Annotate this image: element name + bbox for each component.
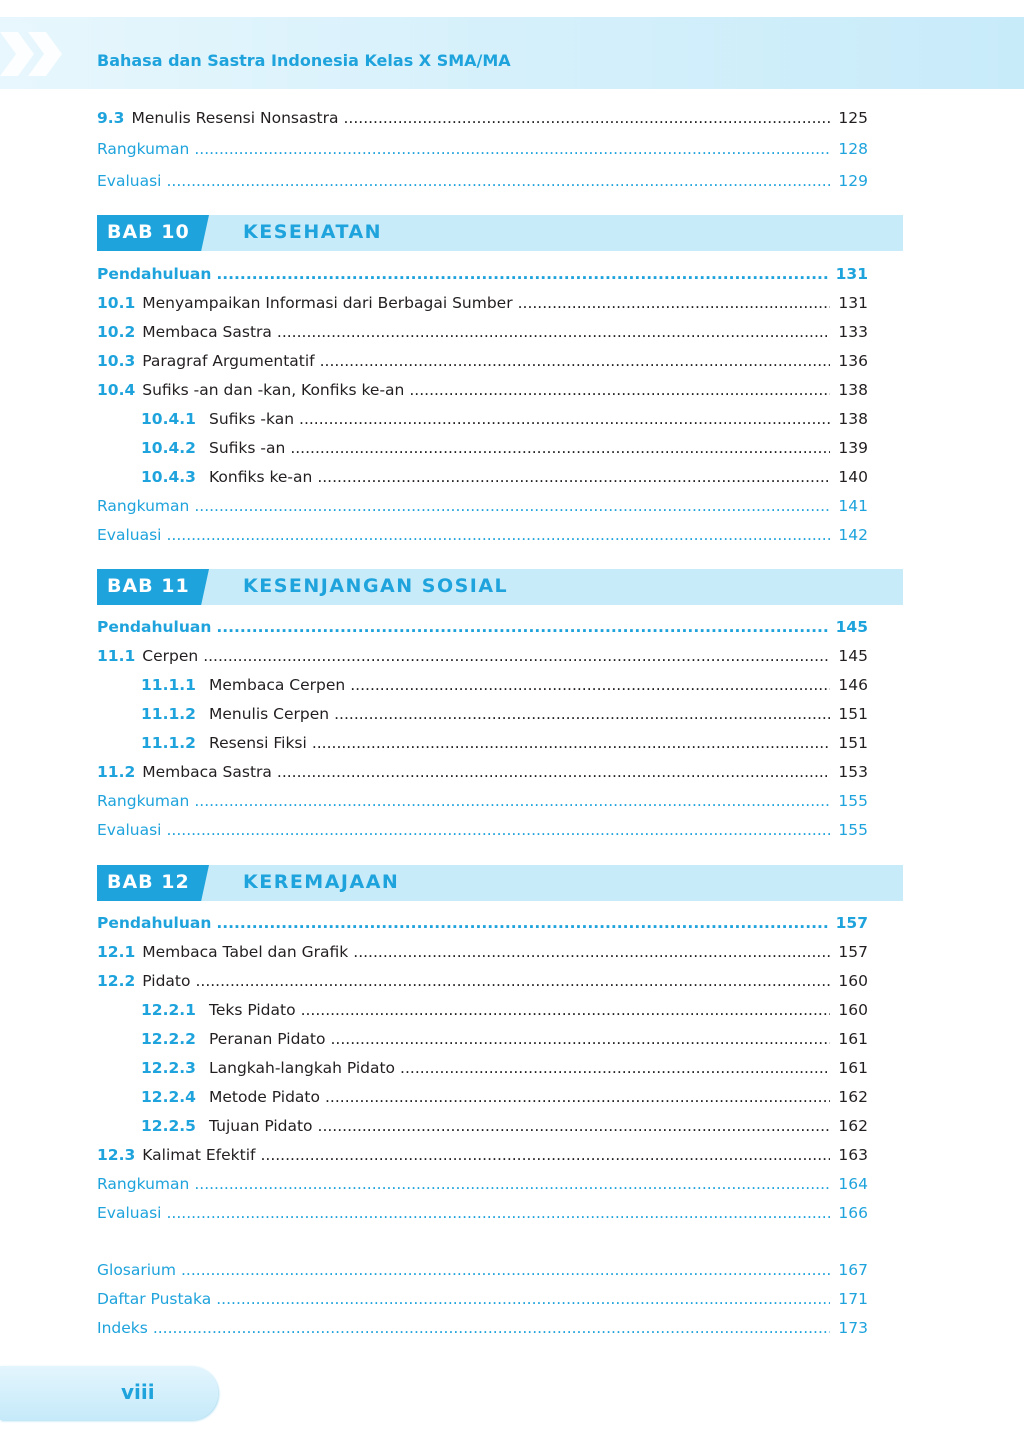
chapter-label: BAB 12 bbox=[107, 871, 190, 893]
toc-entry-evaluasi[interactable] bbox=[97, 521, 868, 545]
entry-title: Pidato bbox=[142, 972, 191, 990]
toc-entry[interactable] bbox=[97, 289, 868, 313]
toc-entry-daftar-pustaka[interactable] bbox=[97, 1285, 868, 1309]
subsection-number: 12.2.1 bbox=[141, 1001, 196, 1019]
dot-leader bbox=[181, 1260, 830, 1280]
dot-leader bbox=[195, 971, 830, 991]
section-number: 11.2 bbox=[97, 763, 136, 781]
toc-entry[interactable] bbox=[97, 376, 868, 400]
toc-entry-pendahuluan[interactable] bbox=[97, 260, 868, 284]
toc-entry-pendahuluan[interactable] bbox=[97, 613, 868, 637]
toc-entry[interactable] bbox=[97, 318, 868, 342]
toc-subentry[interactable] bbox=[141, 463, 868, 487]
page-number: 163 bbox=[838, 1146, 868, 1164]
page-number: 167 bbox=[838, 1261, 868, 1279]
page-number: 141 bbox=[838, 497, 868, 515]
page-number: 173 bbox=[838, 1319, 868, 1337]
chapter-heading-bab10[interactable] bbox=[97, 215, 903, 251]
page-number: 155 bbox=[838, 792, 868, 810]
dot-leader bbox=[400, 1058, 830, 1078]
toc-entry[interactable] bbox=[97, 642, 868, 666]
page-number: 164 bbox=[838, 1175, 868, 1193]
page-number: 129 bbox=[838, 172, 868, 190]
dot-leader bbox=[320, 351, 830, 371]
page-number: 162 bbox=[838, 1117, 868, 1135]
page-number: 131 bbox=[838, 294, 868, 312]
dot-leader bbox=[194, 791, 830, 811]
dot-leader bbox=[518, 293, 830, 313]
page-number: 128 bbox=[838, 140, 868, 158]
entry-title: Pendahuluan bbox=[97, 914, 212, 932]
chapter-title: KESEHATAN bbox=[243, 221, 383, 243]
entry-title: Rangkuman bbox=[97, 1175, 190, 1193]
entry-title: Membaca Sastra bbox=[142, 763, 272, 781]
entry-title: Evaluasi bbox=[97, 526, 162, 544]
section-number: 10.1 bbox=[97, 294, 136, 312]
entry-title: Cerpen bbox=[142, 647, 199, 665]
entry-title: Daftar Pustaka bbox=[97, 1290, 212, 1308]
toc-entry[interactable] bbox=[97, 104, 868, 128]
subsection-number: 12.2.5 bbox=[141, 1117, 196, 1135]
entry-title: Membaca Sastra bbox=[142, 323, 272, 341]
page-number: 133 bbox=[838, 323, 868, 341]
page-number: 157 bbox=[835, 914, 868, 932]
entry-title: Metode Pidato bbox=[209, 1088, 320, 1106]
dot-leader bbox=[216, 913, 830, 933]
entry-title: Rangkuman bbox=[97, 140, 190, 158]
dot-leader bbox=[216, 1289, 830, 1309]
dot-leader bbox=[290, 438, 830, 458]
chapter-label: BAB 10 bbox=[107, 221, 190, 243]
page-number: 160 bbox=[838, 972, 868, 990]
entry-title: Evaluasi bbox=[97, 821, 162, 839]
toc-entry-rangkuman[interactable] bbox=[97, 135, 868, 159]
entry-title: Evaluasi bbox=[97, 172, 162, 190]
dot-leader bbox=[325, 1087, 830, 1107]
entry-title: Pendahuluan bbox=[97, 265, 212, 283]
page-number: 171 bbox=[838, 1290, 868, 1308]
toc-entry-rangkuman[interactable] bbox=[97, 1170, 868, 1194]
subsection-number: 12.2.4 bbox=[141, 1088, 196, 1106]
entry-title: Menyampaikan Informasi dari Berbagai Sumber bbox=[142, 294, 513, 312]
subsection-number: 11.1.2 bbox=[141, 705, 196, 723]
toc-entry-glosarium[interactable] bbox=[97, 1256, 868, 1280]
dot-leader bbox=[334, 704, 830, 724]
subsection-number: 10.4.1 bbox=[141, 410, 196, 428]
page-number: 138 bbox=[838, 410, 868, 428]
page-number: 161 bbox=[838, 1059, 868, 1077]
entry-title: Membaca Tabel dan Grafik bbox=[142, 943, 349, 961]
book-title: Bahasa dan Sastra Indonesia Kelas X SMA/MA bbox=[97, 51, 511, 70]
page-number: 146 bbox=[838, 676, 868, 694]
subsection-number: 11.1.2 bbox=[141, 734, 196, 752]
toc-subentry[interactable] bbox=[141, 729, 868, 753]
entry-title: Teks Pidato bbox=[209, 1001, 296, 1019]
entry-title: Menulis Resensi Nonsastra bbox=[131, 109, 339, 127]
dot-leader bbox=[409, 380, 830, 400]
toc-subentry[interactable] bbox=[141, 405, 868, 429]
entry-title: Glosarium bbox=[97, 1261, 176, 1279]
toc-subentry[interactable] bbox=[141, 700, 868, 724]
subsection-number: 10.4.3 bbox=[141, 468, 196, 486]
toc-subentry[interactable] bbox=[141, 1025, 868, 1049]
toc-subentry[interactable] bbox=[141, 671, 868, 695]
dot-leader bbox=[203, 646, 830, 666]
entry-title: Rangkuman bbox=[97, 497, 190, 515]
toc-entry[interactable] bbox=[97, 758, 868, 782]
page-number: 140 bbox=[838, 468, 868, 486]
page-number: 161 bbox=[838, 1030, 868, 1048]
page-number: 139 bbox=[838, 439, 868, 457]
section-number: 10.2 bbox=[97, 323, 136, 341]
chapter-title: KESENJANGAN SOSIAL bbox=[243, 575, 509, 597]
section-number: 10.3 bbox=[97, 352, 136, 370]
entry-title: Sufiks -an dan -kan, Konfiks ke-an bbox=[142, 381, 405, 399]
toc-entry[interactable] bbox=[97, 347, 868, 371]
entry-title: Sufiks -an bbox=[209, 439, 286, 457]
page-folio: viii bbox=[121, 1380, 155, 1404]
chapter-bar bbox=[97, 215, 903, 251]
chapter-label: BAB 11 bbox=[107, 575, 190, 597]
dot-leader bbox=[166, 171, 830, 191]
dot-leader bbox=[216, 617, 830, 637]
chapter-heading-bab11[interactable] bbox=[97, 569, 903, 605]
toc-entry-evaluasi[interactable] bbox=[97, 1199, 868, 1223]
section-number: 12.1 bbox=[97, 943, 136, 961]
section-number: 9.3 bbox=[97, 109, 125, 127]
entry-title: Pendahuluan bbox=[97, 618, 212, 636]
page-number: 162 bbox=[838, 1088, 868, 1106]
toc-entry-evaluasi[interactable] bbox=[97, 816, 868, 840]
dot-leader bbox=[166, 525, 830, 545]
toc-subentry[interactable] bbox=[141, 434, 868, 458]
dot-leader bbox=[350, 675, 830, 695]
dot-leader bbox=[260, 1145, 830, 1165]
entry-title: Sufiks -kan bbox=[209, 410, 295, 428]
entry-title: Kalimat Efektif bbox=[142, 1146, 256, 1164]
entry-title: Peranan Pidato bbox=[209, 1030, 326, 1048]
page-number: 151 bbox=[838, 734, 868, 752]
toc-entry-rangkuman[interactable] bbox=[97, 787, 868, 811]
page-number: 142 bbox=[838, 526, 868, 544]
section-number: 10.4 bbox=[97, 381, 136, 399]
section-number: 12.2 bbox=[97, 972, 136, 990]
toc-entry-rangkuman[interactable] bbox=[97, 492, 868, 516]
page-number: 136 bbox=[838, 352, 868, 370]
dot-leader bbox=[216, 264, 830, 284]
chapter-heading-bab12[interactable] bbox=[97, 865, 903, 901]
subsection-number: 10.4.2 bbox=[141, 439, 196, 457]
page-number: 125 bbox=[838, 109, 868, 127]
entry-title: Paragraf Argumentatif bbox=[142, 352, 315, 370]
dot-leader bbox=[312, 733, 830, 753]
dot-leader bbox=[353, 942, 830, 962]
toc-subentry[interactable] bbox=[141, 1083, 868, 1107]
subsection-number: 12.2.3 bbox=[141, 1059, 196, 1077]
chapter-title: KEREMAJAAN bbox=[243, 871, 400, 893]
entry-title: Konfiks ke-an bbox=[209, 468, 313, 486]
section-number: 12.3 bbox=[97, 1146, 136, 1164]
toc-entry-indeks[interactable] bbox=[97, 1314, 868, 1338]
subsection-number: 11.1.1 bbox=[141, 676, 196, 694]
dot-leader bbox=[331, 1029, 831, 1049]
entry-title: Rangkuman bbox=[97, 792, 190, 810]
toc-entry[interactable] bbox=[97, 967, 868, 991]
page-number: 145 bbox=[835, 618, 868, 636]
entry-title: Menulis Cerpen bbox=[209, 705, 330, 723]
subsection-number: 12.2.2 bbox=[141, 1030, 196, 1048]
toc-entry[interactable] bbox=[97, 938, 868, 962]
page-number: 160 bbox=[838, 1001, 868, 1019]
dot-leader bbox=[153, 1318, 830, 1338]
page-number: 138 bbox=[838, 381, 868, 399]
chapter-bar bbox=[97, 865, 903, 901]
dot-leader bbox=[166, 1203, 830, 1223]
dot-leader bbox=[317, 467, 830, 487]
footer-tab bbox=[0, 1366, 218, 1420]
toc-entry-evaluasi[interactable] bbox=[97, 167, 868, 191]
page-number: 145 bbox=[838, 647, 868, 665]
entry-title: Resensi Fiksi bbox=[209, 734, 307, 752]
dot-leader bbox=[277, 762, 830, 782]
dot-leader bbox=[301, 1000, 830, 1020]
toc-subentry[interactable] bbox=[141, 1054, 868, 1078]
page-number: 131 bbox=[835, 265, 868, 283]
double-chevron-icon bbox=[0, 24, 80, 84]
dot-leader bbox=[277, 322, 830, 342]
entry-title: Tujuan Pidato bbox=[209, 1117, 313, 1135]
dot-leader bbox=[318, 1116, 830, 1136]
dot-leader bbox=[194, 139, 830, 159]
dot-leader bbox=[194, 1174, 830, 1194]
page-number: 155 bbox=[838, 821, 868, 839]
page-number: 153 bbox=[838, 763, 868, 781]
entry-title: Langkah-langkah Pidato bbox=[209, 1059, 396, 1077]
toc-entry[interactable] bbox=[97, 1141, 868, 1165]
page-number: 166 bbox=[838, 1204, 868, 1222]
page-number: 151 bbox=[838, 705, 868, 723]
page-number: 157 bbox=[838, 943, 868, 961]
toc-entry-pendahuluan[interactable] bbox=[97, 909, 868, 933]
entry-title: Evaluasi bbox=[97, 1204, 162, 1222]
entry-title: Membaca Cerpen bbox=[209, 676, 346, 694]
dot-leader bbox=[194, 496, 830, 516]
entry-title: Indeks bbox=[97, 1319, 148, 1337]
toc-subentry[interactable] bbox=[141, 1112, 868, 1136]
dot-leader bbox=[344, 108, 831, 128]
section-number: 11.1 bbox=[97, 647, 136, 665]
toc-subentry[interactable] bbox=[141, 996, 868, 1020]
dot-leader bbox=[299, 409, 830, 429]
dot-leader bbox=[166, 820, 830, 840]
